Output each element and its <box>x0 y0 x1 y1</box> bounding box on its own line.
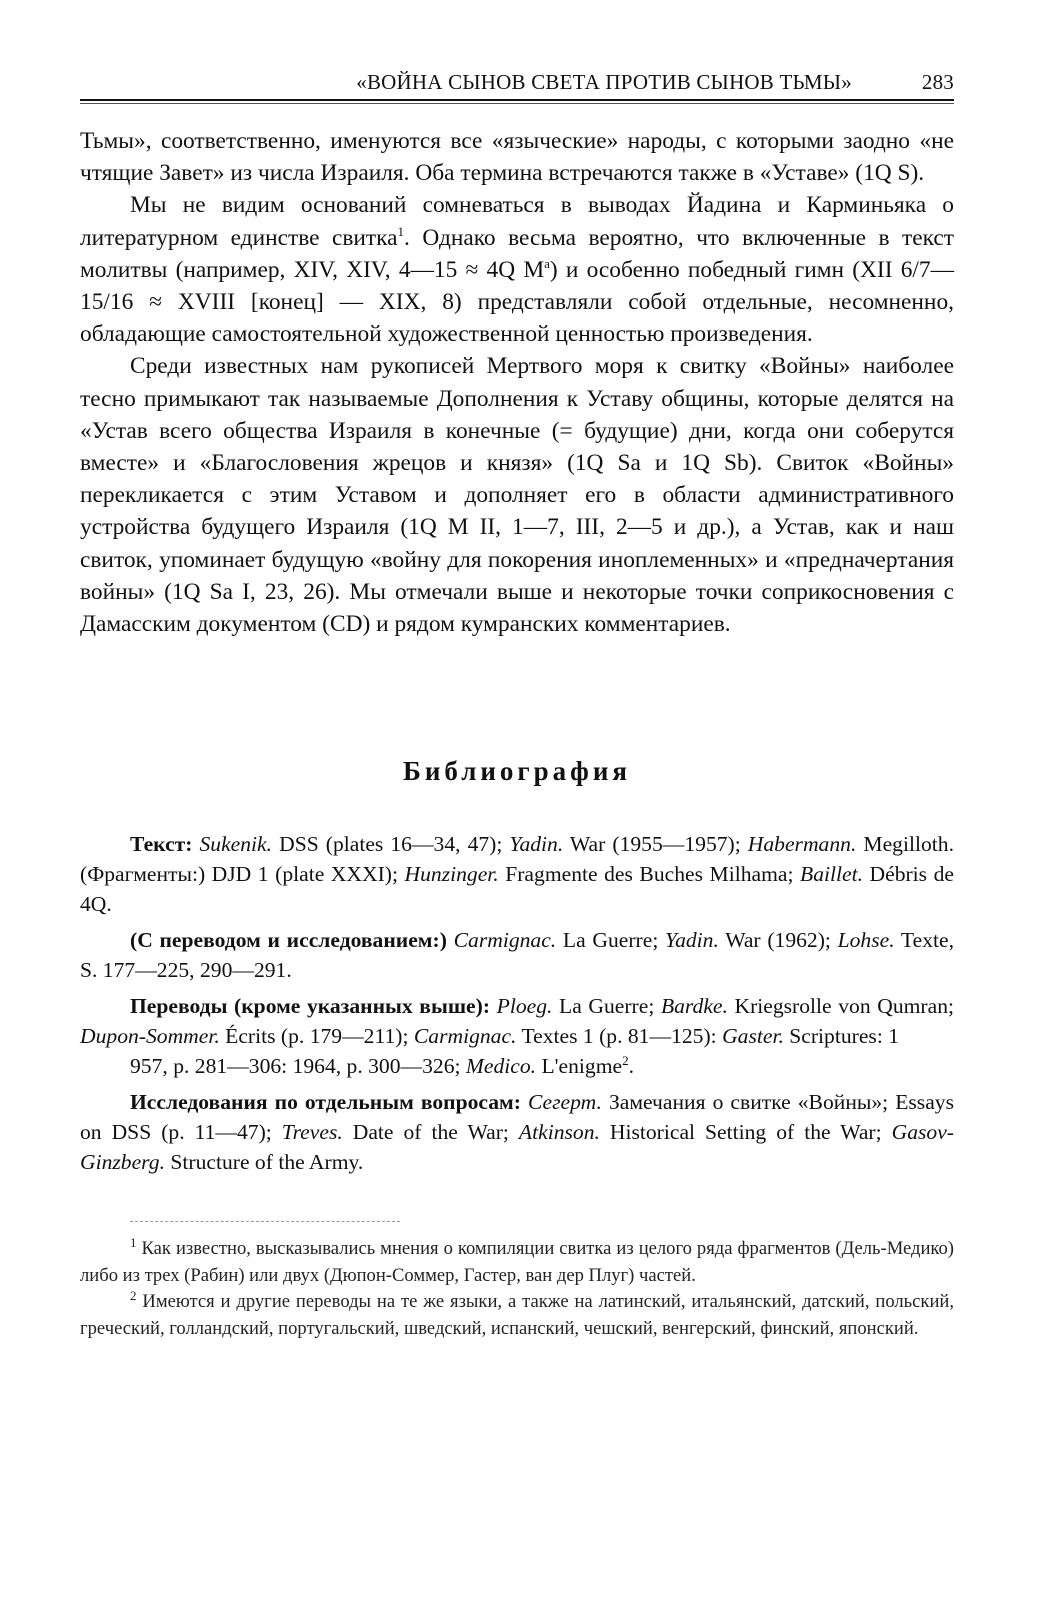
author: Yadin. <box>665 928 719 953</box>
biblio-studies-label: Исследования по отдельным вопросам: <box>130 1090 521 1115</box>
biblio-entry: War (1962); <box>718 928 838 953</box>
author: Yadin. <box>509 832 564 857</box>
footnote-1 <box>80 1236 954 1289</box>
author: Lohse. <box>837 928 895 953</box>
biblio-entry: Date of the War; <box>342 1120 519 1145</box>
author: Treves. <box>281 1120 343 1145</box>
paragraph-2-part-b: . Однако весьма вероятно, что включенные в текст молитвы (например, XIV, XIV, 4—15 ≈ 4Q M <box>80 224 955 283</box>
author: Gaster. <box>722 1024 784 1049</box>
main-text <box>80 125 954 640</box>
biblio-entry: Textes 1 (p. 81—125): <box>516 1024 723 1049</box>
author: Sukenik. <box>199 832 273 857</box>
biblio-entry: Замечания о свитке «Войны»; Essays on DSS (p. 11—47); <box>80 1090 954 1145</box>
running-head <box>80 70 954 101</box>
author: Medico. <box>465 1054 537 1079</box>
footnote-1-text: Как известно, высказывались мнения о компиляции свитка из целого ряда фрагментов (Дель-Медико) либо из трех (Рабин) или двух (Дюпон-Соммер, Гастер, ван дер Плуг) частей. <box>80 1238 954 1286</box>
paragraph-1: Тьмы», соответственно, именуются все «языческие» народы, с которыми заодно «не чтящие Завет» из числа Израиля. Оба термина встречаются также в «Уставе» (1Q S). <box>80 128 954 187</box>
bibliography-heading: Библиография <box>402 756 632 787</box>
footnote-2-number: 2 <box>130 1288 137 1304</box>
biblio-entry: La Guerre; <box>552 994 661 1019</box>
biblio-entry: War (1955—1957); <box>563 832 748 857</box>
biblio-entry: Kriegsrolle von Qumran; <box>727 994 954 1019</box>
author: Bardke. <box>660 994 728 1019</box>
footnote-2 <box>80 1289 954 1342</box>
biblio-other-translations-label: Переводы (кроме указанных выше): <box>130 994 491 1019</box>
biblio-other-translations <box>80 991 954 1051</box>
biblio-entry-end: . <box>628 1054 635 1079</box>
footnotes <box>80 1236 954 1342</box>
author: Baillet. <box>800 862 863 887</box>
biblio-entry: Débris de 4Q. <box>80 862 954 917</box>
paragraph-2 <box>80 189 954 350</box>
biblio-entry: Historical Setting of the War; <box>599 1120 892 1145</box>
paragraph-2-part-a: Мы не видим оснований сомневаться в выводах Йадина и Карминьяка о литературном единстве свитка <box>80 192 954 251</box>
author: Ploeg. <box>496 994 553 1019</box>
author: Habermann. <box>747 832 857 857</box>
biblio-studies <box>80 1087 954 1177</box>
biblio-other-translations-continued <box>80 1051 954 1081</box>
biblio-texts <box>80 829 954 919</box>
bibliography <box>80 829 954 1177</box>
footnote-divider <box>130 1221 400 1222</box>
biblio-entry: L'enigme <box>536 1054 623 1079</box>
biblio-texts-label: Текст: <box>130 832 193 857</box>
author: Atkinson. <box>518 1120 600 1145</box>
author: Сегерт. <box>527 1090 602 1115</box>
author: Hunzinger. <box>404 862 499 887</box>
author: Gasov-Ginzberg. <box>80 1120 954 1175</box>
author: Carmignac. <box>413 1024 517 1049</box>
biblio-entry: Texte, S. 177—225, 290—291. <box>80 928 954 983</box>
biblio-entry: 957, p. 281—306: 1964, p. 300—326; <box>130 1054 466 1079</box>
biblio-entry: La Guerre; <box>556 928 666 953</box>
paragraph-2-part-c: ) и особенно победный гимн (XII 6/7—15/16 ≈ XVIII [конец] — XIX, 8) представляли собой отдельные, несомненно, обладающие самостоятельной художественной ценностью произведения. <box>80 256 954 348</box>
footnote-2-text: Имеются и другие переводы на те же языки, а также на латинский, итальянский, датский, польский, греческий, голландский, португальский, шведский, испанский, чешский, венгерский, финский, японский. <box>80 1291 954 1339</box>
biblio-entry: Fragmente des Buches Milhama; <box>498 862 801 887</box>
biblio-translations-with-study <box>80 925 954 985</box>
biblio-entry: Écrits (p. 179—211); <box>219 1024 414 1049</box>
author: Carmignac. <box>453 928 557 953</box>
footnote-1-number: 1 <box>130 1235 137 1251</box>
footnote-ref-2[interactable]: 2 <box>622 1053 629 1069</box>
page-number: 283 <box>921 70 954 94</box>
biblio-translations-label: (С переводом и исследованием:) <box>130 928 447 953</box>
footnote-ref-1[interactable]: 1 <box>397 223 405 239</box>
paragraph-3: Среди известных нам рукописей Мертвого моря к свитку «Войны» наиболее тесно примыкают так называемые Дополнения к Уставу общины, которые делятся на «Устав всего общества Израиля в конечные (= будущие) дни, когда они соберутся вместе» и «Благословения жрецов и князя» (1Q Sa и 1Q Sb). Свиток «Войны» перекликается с этим Уставом и дополняет его в области административного устройства будущего Израиля (1Q M II, 1—7, III, 2—5 и др.), а Устав, как и наш свиток, упоминает будущую «войну для покорения иноплеменных» и «предначертания войны» (1Q Sa I, 23, 26). Мы отмечали выше и некоторые точки соприкосновения с Дамасским документом (CD) и рядом кумранских комментариев. <box>80 353 954 638</box>
biblio-entry: Structure of the Army. <box>164 1150 364 1175</box>
biblio-entry: Scriptures: 1 <box>783 1024 900 1049</box>
biblio-entry: DSS (plates 16—34, 47); <box>272 832 510 857</box>
running-head-title: «ВОЙНА СЫНОВ СВЕТА ПРОТИВ СЫНОВ ТЬМЫ» <box>356 70 852 94</box>
author: Dupon-Sommer. <box>80 1024 220 1049</box>
biblio-entry: Megilloth. (Фрагменты:) DJD 1 (plate XXXI); <box>80 832 954 887</box>
superscript-a: a <box>544 256 550 272</box>
